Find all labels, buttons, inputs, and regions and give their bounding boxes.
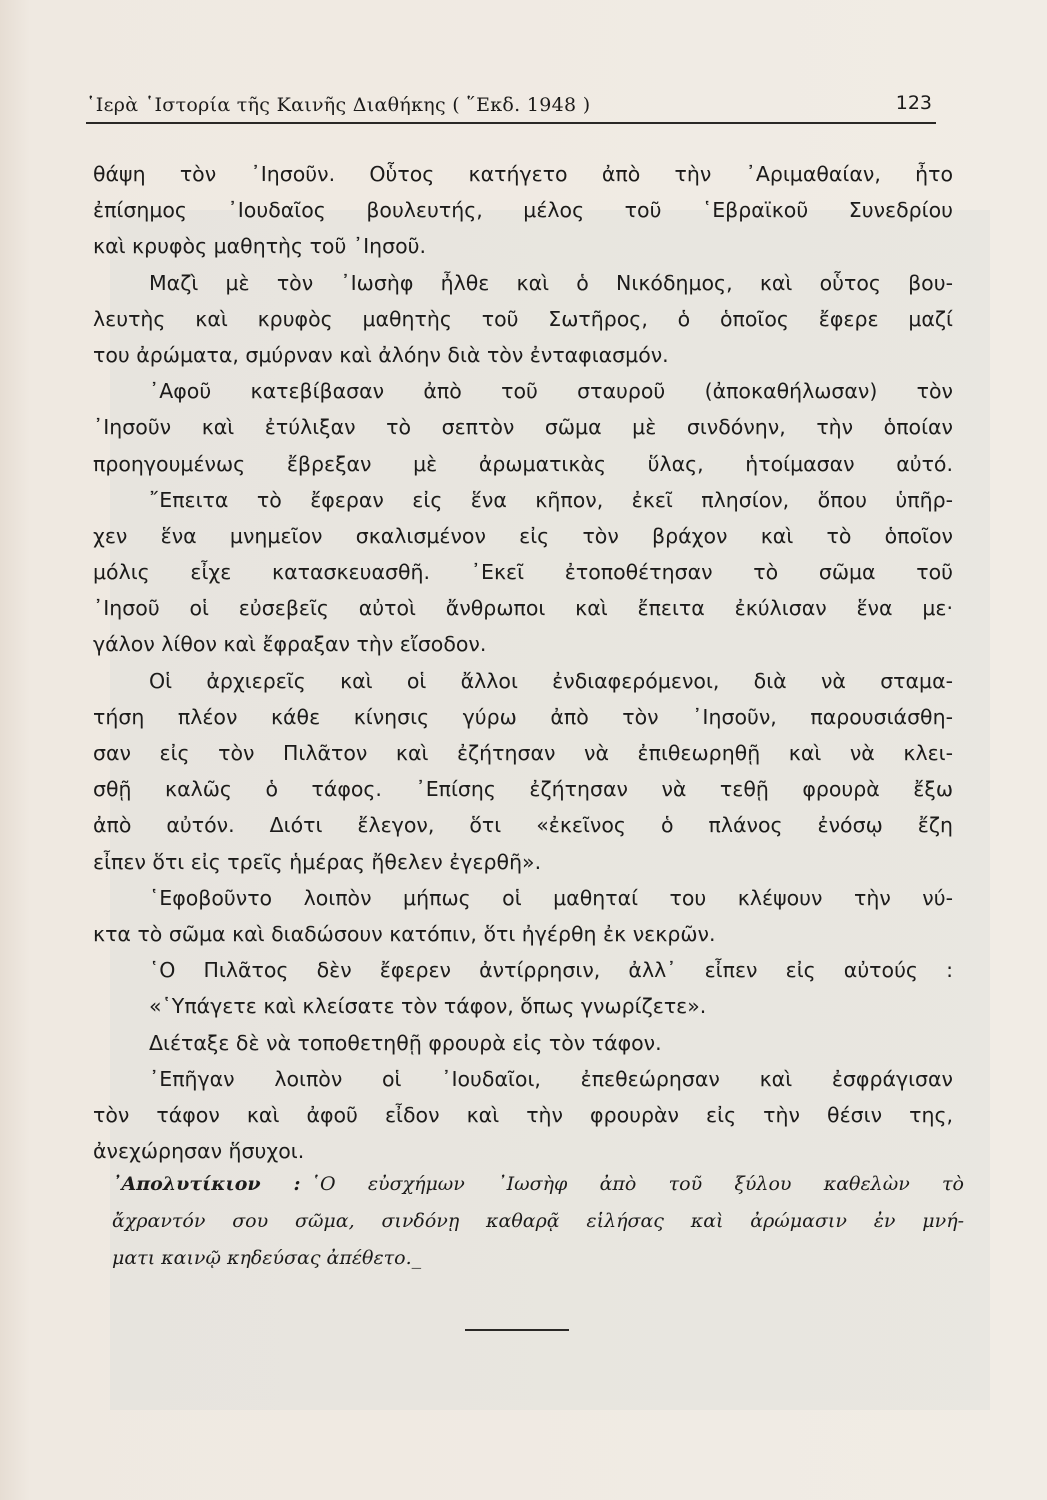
text-line: ἐπίσημος ᾿Ιουδαῖος βουλευτής, μέλος τοῦ ῾Εβραϊκοῦ Συνεδρίου [93, 198, 953, 223]
page-number: 123 [895, 92, 932, 114]
text-line: λευτὴς καὶ κρυφὸς μαθητὴς τοῦ Σωτῆρος, ὁ ὁποῖος ἔφερε μαζί [93, 306, 953, 331]
apolytikion-text: ῾Ο εὐσχήμων ᾿Ιωσὴφ ἀπὸ τοῦ ξύλου καθελὼν τὸ [310, 1173, 964, 1195]
text-line: τὸν τάφον καὶ ἀφοῦ εἶδον καὶ τὴν φρουρὰν εἰς τὴν θέσιν της, [93, 1102, 953, 1127]
apolytikion-line: ἄχραντόν σου σῶμα, σινδόνῃ καθαρᾷ εἱλήσας καὶ ἀρώμασιν ἐν μνή- [112, 1210, 964, 1232]
running-header [86, 92, 936, 124]
text-line: κτα τὸ σῶμα καὶ διαδώσουν κατόπιν, ὅτι ἠγέρθη ἐκ νεκρῶν. [93, 921, 716, 946]
text-line: σθῇ καλῶς ὁ τάφος. ᾿Επίσης ἐζήτησαν νὰ τεθῇ φρουρὰ ἔξω [93, 777, 953, 802]
section-rule [465, 1329, 569, 1331]
text-line: «῾Υπάγετε καὶ κλείσατε τὸν τάφον, ὅπως γνωρίζετε». [149, 994, 707, 1019]
text-line: ῾Εφοβοῦντο λοιπὸν μήπως οἱ μαθηταί του κλέψουν τὴν νύ- [149, 885, 953, 910]
text-line: γάλον λίθον καὶ ἔφραξαν τὴν εἴσοδον. [93, 632, 487, 657]
text-line: ᾿Αφοῦ κατεβίβασαν ἀπὸ τοῦ σταυροῦ (ἀποκαθήλωσαν) τὸν [149, 379, 953, 404]
text-line: Διέταξε δὲ νὰ τοποθετηθῇ φρουρὰ εἰς τὸν τάφον. [149, 1030, 662, 1055]
text-line: του ἀρώματα, σμύρναν καὶ ἀλόην διὰ τὸν ἐνταφιασμόν. [93, 342, 669, 367]
text-line: ῾Ο Πιλᾶτος δὲν ἔφερεν ἀντίρρησιν, ἀλλ᾿ εἶπεν εἰς αὐτούς : [149, 958, 953, 983]
text-line: ῎Επειτα τὸ ἔφεραν εἰς ἕνα κῆπον, ἐκεῖ πλησίον, ὅπου ὑπῆρ- [149, 487, 953, 512]
text-line: ᾿Ιησοῦ οἱ εὐσεβεῖς αὐτοὶ ἄνθρωποι καὶ ἔπειτα ἐκύλισαν ἕνα με· [93, 596, 953, 621]
text-line: προηγουμένως ἔβρεξαν μὲ ἀρωματικὰς ὕλας, ἡτοίμασαν αὐτό. [93, 451, 953, 476]
text-line: μόλις εἶχε κατασκευασθῆ. ᾿Εκεῖ ἐτοποθέτησαν τὸ σῶμα τοῦ [93, 560, 953, 585]
text-line: ἀπὸ αὐτόν. Διότι ἔλεγον, ὅτι «ἐκεῖνος ὁ πλάνος ἐνόσῳ ἔζη [93, 813, 953, 838]
text-line: Οἱ ἀρχιερεῖς καὶ οἱ ἄλλοι ἐνδιαφερόμενοι, διὰ νὰ σταμα- [149, 668, 953, 693]
apolytikion-line [112, 1166, 964, 1203]
text-line: ἀνεχώρησαν ἥσυχοι. [93, 1139, 305, 1164]
apolytikion-line: ματι καινῷ κηδεύσας ἀπέθετο._ [112, 1247, 422, 1269]
header-title: ῾Ιερὰ ῾Ιστορία τῆς Καινῆς Διαθήκης ( ῞Εκδ. 1948 ) [86, 94, 591, 116]
text-line: Μαζὶ μὲ τὸν ᾿Ιωσὴφ ἦλθε καὶ ὁ Νικόδημος, καὶ οὗτος βου- [149, 270, 953, 295]
text-line: τήση πλέον κάθε κίνησις γύρω ἀπὸ τὸν ᾿Ιησοῦν, παρουσιάσθη- [93, 704, 953, 729]
text-line: εἶπεν ὅτι εἰς τρεῖς ἡμέρας ἤθελεν ἐγερθῆ». [93, 849, 542, 874]
text-line: ᾿Επῆγαν λοιπὸν οἱ ᾿Ιουδαῖοι, ἐπεθεώρησαν καὶ ἐσφράγισαν [149, 1066, 953, 1091]
text-line: χεν ἕνα μνημεῖον σκαλισμένον εἰς τὸν βράχον καὶ τὸ ὁποῖον [93, 523, 953, 548]
text-line: σαν εἰς τὸν Πιλᾶτον καὶ ἐζήτησαν νὰ ἐπιθεωρηθῇ καὶ νὰ κλει- [93, 741, 953, 765]
body-text [93, 156, 953, 1169]
text-line: καὶ κρυφὸς μαθητὴς τοῦ ᾿Ιησοῦ. [93, 234, 427, 259]
text-line: ᾿Ιησοῦν καὶ ἐτύλιξαν τὸ σεπτὸν σῶμα μὲ σινδόνην, τὴν ὁποίαν [93, 415, 953, 440]
apolytikion-label: ᾿Απολυτίκιον : [112, 1173, 301, 1195]
apolytikion [112, 1166, 964, 1277]
text-line: θάψη τὸν ᾿Ιησοῦν. Οὗτος κατήγετο ἀπὸ τὴν ᾿Αριμαθαίαν, ἦτο [93, 162, 953, 186]
